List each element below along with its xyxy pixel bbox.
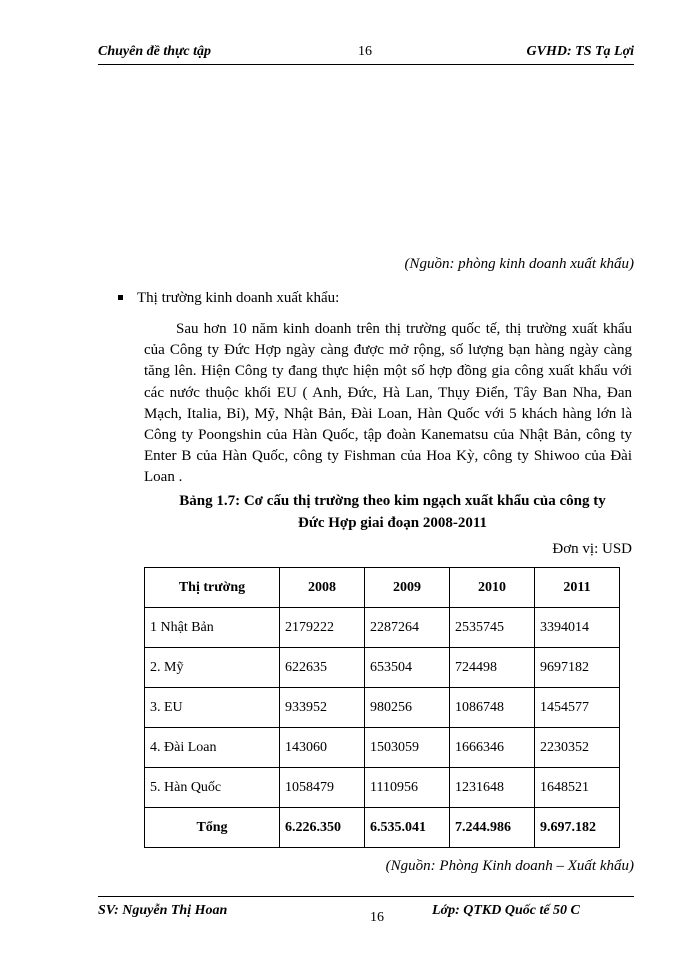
source-note-bottom: (Nguồn: Phòng Kinh doanh – Xuất khẩu)	[385, 858, 634, 874]
column-header: Thị trường	[145, 568, 280, 608]
footer-class: Lớp: QTKD Quốc tế 50 C	[432, 903, 580, 918]
total-label: Tổng	[145, 808, 280, 848]
table-cell: 2230352	[535, 728, 620, 768]
table-row	[145, 608, 620, 648]
table-cell: 1058479	[280, 768, 365, 808]
table-cell: 2535745	[450, 608, 535, 648]
footer-page-number: 16	[370, 910, 384, 925]
source-note-top: (Nguồn: phòng kinh doanh xuất khẩu)	[404, 256, 634, 272]
section-heading	[118, 290, 339, 307]
section-title: Thị trường kinh doanh xuất khẩu:	[137, 290, 340, 306]
caption-line-1: Bảng 1.7: Cơ cấu thị trường theo kim ngạch xuất khẩu của công ty	[179, 493, 606, 509]
table-cell: 1086748	[450, 688, 535, 728]
total-cell: 9.697.182	[535, 808, 620, 848]
column-header: 2010	[450, 568, 535, 608]
header-advisor: GVHD: TS Tạ Lợi	[526, 44, 634, 59]
table-cell: 653504	[365, 648, 450, 688]
column-header: 2009	[365, 568, 450, 608]
table-cell: 2179222	[280, 608, 365, 648]
table-cell: 3394014	[535, 608, 620, 648]
table-cell: 980256	[365, 688, 450, 728]
table-total-row	[145, 808, 620, 848]
table-cell: 5. Hàn Quốc	[145, 768, 280, 808]
market-table	[144, 567, 620, 848]
table-cell: 1 Nhật Bản	[145, 608, 280, 648]
table-cell: 1666346	[450, 728, 535, 768]
table-row	[145, 688, 620, 728]
column-header: 2008	[280, 568, 365, 608]
header-divider	[98, 64, 634, 65]
table-caption	[100, 490, 685, 534]
column-header: 2011	[535, 568, 620, 608]
table-cell: 3. EU	[145, 688, 280, 728]
table-cell: 622635	[280, 648, 365, 688]
footer-divider	[98, 896, 634, 897]
total-cell: 6.535.041	[365, 808, 450, 848]
total-cell: 6.226.350	[280, 808, 365, 848]
header-page-number: 16	[358, 44, 372, 59]
table-cell: 724498	[450, 648, 535, 688]
bullet-icon	[118, 295, 123, 300]
table-cell: 2. Mỹ	[145, 648, 280, 688]
table-cell: 1503059	[365, 728, 450, 768]
table-row	[145, 648, 620, 688]
table-cell: 1454577	[535, 688, 620, 728]
header-topic: Chuyên đề thực tập	[98, 44, 212, 59]
table-cell: 9697182	[535, 648, 620, 688]
unit-label: Đơn vị: USD	[552, 541, 632, 557]
table-cell: 143060	[280, 728, 365, 768]
table-header-row	[145, 568, 620, 608]
table-row	[145, 728, 620, 768]
body-paragraph: Sau hơn 10 năm kinh doanh trên thị trường quốc tế, thị trường xuất khẩu của Công ty Đức Hợp ngày càng được mở rộng, số lượng bạn hàng ngày càng tăng lên. Hiện Công ty đang thực hiện một số hợp đồng gia công xuất khẩu với các nước thuộc khối EU ( Anh, Đức, Hà Lan, Thụy Điển, Tây Ban Nha, Đan Mạch, Italia, Bỉ), Mỹ, Nhật Bản, Đài Loan, Hàn Quốc với 5 khách hàng lớn là Công ty Poongshin của Hàn Quốc, tập đoàn Kanematsu của Nhật Bản, công ty Enter B của Hàn Quốc, công ty Fishman của Hoa Kỳ, công ty Shiwoo của Đài Loan .	[144, 321, 632, 486]
table-cell: 1231648	[450, 768, 535, 808]
table-cell: 1110956	[365, 768, 450, 808]
caption-line-2: Đức Hợp giai đoạn 2008-2011	[298, 515, 487, 531]
table-cell: 933952	[280, 688, 365, 728]
table-cell: 2287264	[365, 608, 450, 648]
table-cell: 4. Đài Loan	[145, 728, 280, 768]
table-cell: 1648521	[535, 768, 620, 808]
footer-student: SV: Nguyễn Thị Hoan	[98, 903, 228, 918]
table-row	[145, 768, 620, 808]
total-cell: 7.244.986	[450, 808, 535, 848]
